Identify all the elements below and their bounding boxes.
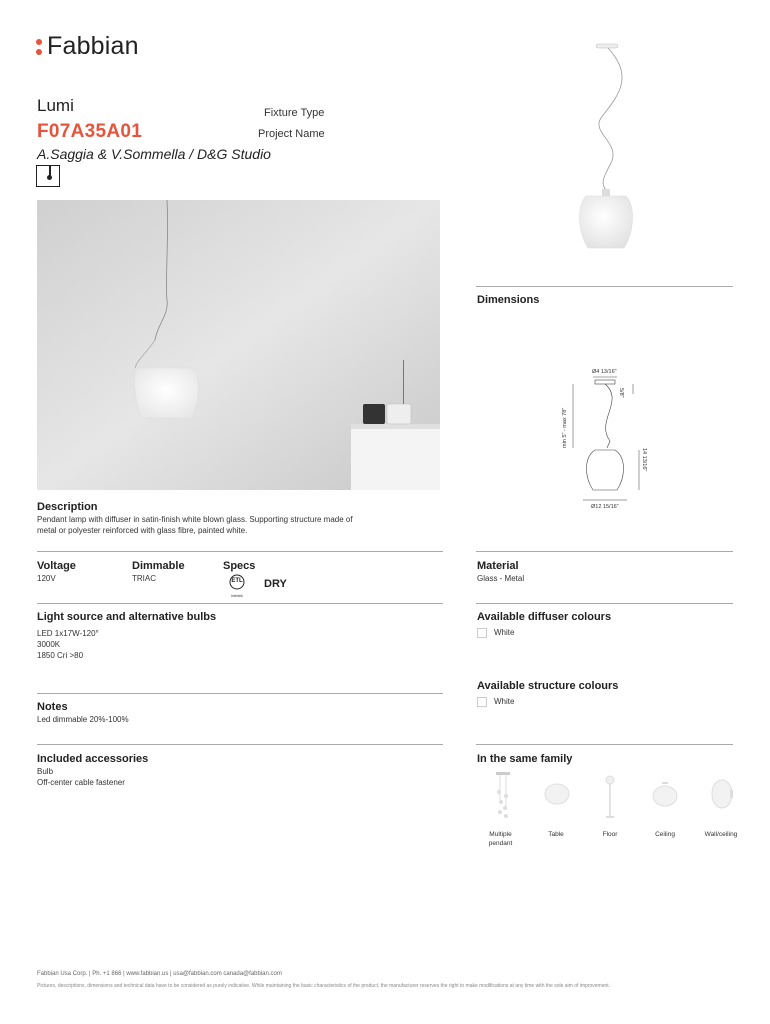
diffuser-colour-option: White bbox=[477, 627, 514, 638]
description-text: Pendant lamp with diffuser in satin-finish white blown glass. Supporting structure made of metal or polyester reinforced with glass fibre, painted white. bbox=[37, 515, 353, 535]
family-ceiling-image bbox=[651, 780, 679, 813]
family-item-wall-ceiling: Wall/ceiling bbox=[704, 831, 738, 838]
diffuser-colours-title: Available diffuser colours bbox=[477, 611, 612, 623]
product-photo bbox=[37, 200, 440, 490]
structure-colours-title: Available structure colours bbox=[477, 680, 619, 692]
dim-canopy: Ø4 13/16" bbox=[592, 369, 617, 375]
family-item-multiple-pendant: Multiple pendant bbox=[488, 831, 513, 847]
product-line-drawing bbox=[556, 38, 656, 258]
dim-height: 14 13/16" bbox=[641, 448, 647, 472]
material-value: Glass - Metal bbox=[477, 574, 525, 583]
dry-rating: DRY bbox=[264, 578, 287, 590]
dimensions-title: Dimensions bbox=[477, 294, 540, 306]
family-item-floor: Floor bbox=[602, 831, 618, 838]
project-name-label: Project Name bbox=[258, 128, 325, 140]
dim-diameter: Ø12 15/16" bbox=[591, 504, 619, 510]
dimensions-diagram bbox=[555, 366, 655, 516]
brand-name: Fabbian bbox=[47, 32, 139, 60]
dimmable-label: Dimmable bbox=[132, 560, 185, 572]
family-multiple-pendant-image bbox=[488, 770, 518, 825]
notes-title: Notes bbox=[37, 701, 68, 713]
white-swatch-icon bbox=[477, 697, 487, 707]
material-label: Material bbox=[477, 560, 519, 572]
family-wall-ceiling-image bbox=[706, 776, 736, 817]
accessories-title: Included accessories bbox=[37, 753, 149, 765]
footer-disclaimer: Pictures, descriptions, dimensions and technical data have to be considered as purely indicative. While maintaining the basic characteristics of the product, the manufacturer reserves the right to make modifications at any time with the sole aim of improvement. bbox=[37, 983, 611, 989]
logo-dots-icon bbox=[36, 39, 43, 55]
family-item-table: Table bbox=[548, 831, 564, 838]
dimmable-value: TRIAC bbox=[132, 574, 156, 583]
notes-text: Led dimmable 20%-100% bbox=[37, 715, 129, 724]
family-table-image bbox=[543, 780, 571, 813]
ceiling-mount-icon bbox=[36, 165, 60, 187]
product-name: Lumi bbox=[37, 96, 74, 115]
white-swatch-icon bbox=[477, 628, 487, 638]
light-source-details: LED 1x17W-120° 3000K 1850 Cri >80 bbox=[37, 629, 99, 660]
family-floor-image bbox=[600, 774, 620, 825]
dim-canopy-height: 5/8" bbox=[618, 388, 624, 398]
brand-logo bbox=[36, 32, 139, 61]
accessories-list: Bulb Off-center cable fastener bbox=[37, 767, 125, 787]
etl-certification-icon: ETL Intertek bbox=[226, 574, 248, 598]
description-title: Description bbox=[37, 501, 98, 513]
dim-cable: min 5" - max 78" bbox=[562, 407, 568, 448]
family-title: In the same family bbox=[477, 753, 573, 765]
voltage-value: 120V bbox=[37, 574, 56, 583]
structure-colour-option: White bbox=[477, 696, 514, 707]
product-code: F07A35A01 bbox=[37, 121, 143, 142]
voltage-label: Voltage bbox=[37, 560, 76, 572]
product-designer: A.Saggia & V.Sommella / D&G Studio bbox=[37, 146, 271, 162]
family-item-ceiling: Ceiling bbox=[655, 831, 675, 838]
specs-label: Specs bbox=[223, 560, 256, 572]
footer-contact: Fabbian Usa Corp. | Ph. +1 866 | www.fabbian.us | usa@fabbian.com canada@fabbian.com bbox=[37, 971, 282, 977]
fixture-type-label: Fixture Type bbox=[264, 107, 325, 119]
light-source-title: Light source and alternative bulbs bbox=[37, 611, 217, 623]
